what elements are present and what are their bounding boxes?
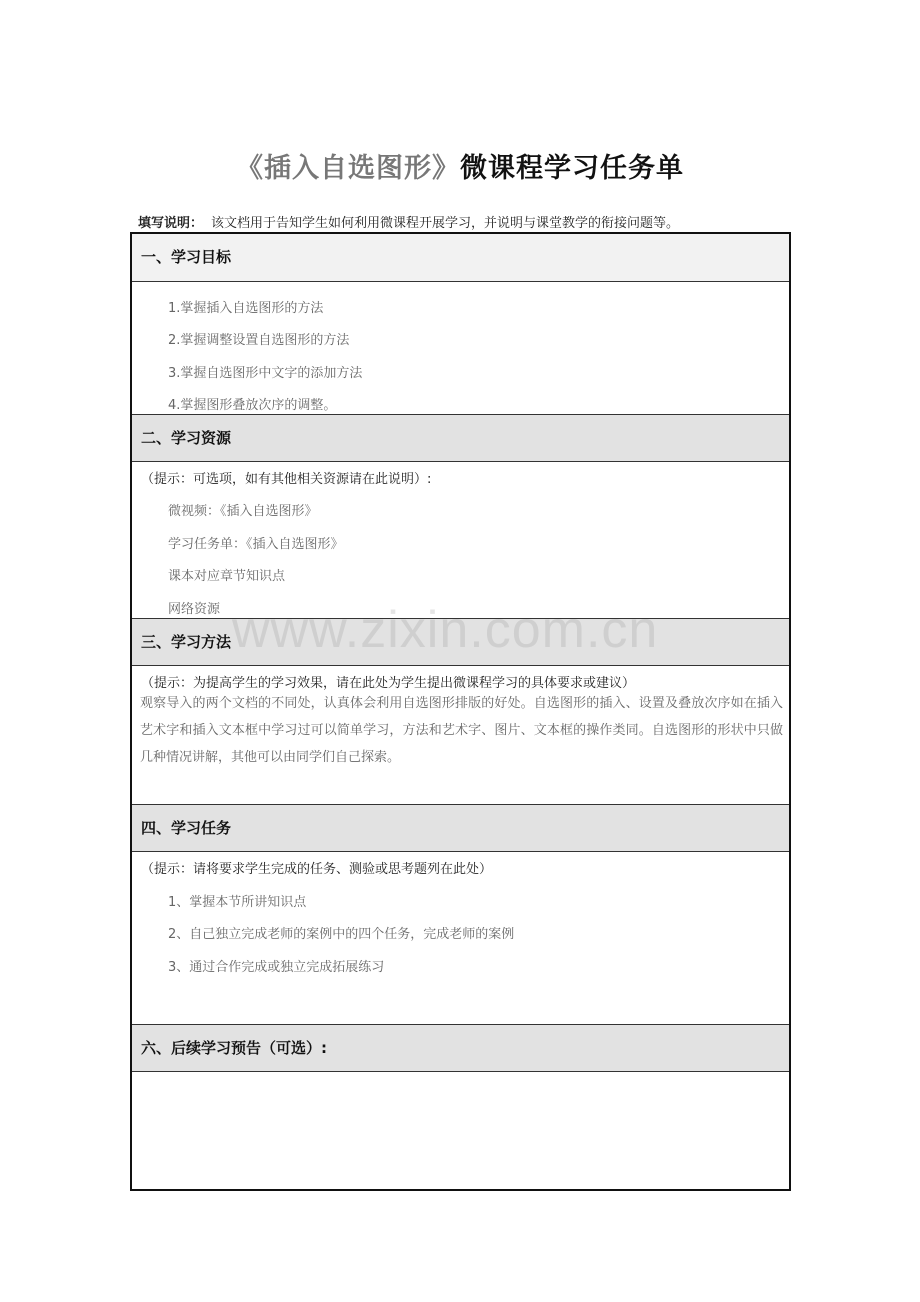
watermark: www.zixin.com.cn [232,601,659,659]
fill-instructions-text: 该文档用于告知学生如何利用微课程开展学习，并说明与课堂教学的衔接问题等。 [211,216,680,231]
section-methods-heading: 三、学习方法 [132,618,789,666]
fill-instructions-label: 填写说明： [138,216,204,231]
page-title [0,146,920,185]
fill-instructions [138,212,679,231]
methods-paragraph: 观察导入的两个文档的不同处，认真体会利用自选图形排版的好处。自选图形的插入、设置及叠放次序如在插入艺术字和插入文本框中学习过可以简单学习，方法和艺术字、图片、文本框的操作类同。自选图形的形状中只做几种情况讲解，其他可以由同学们自己探索。 [140,696,783,765]
resources-hint: （提示：可选项，如有其他相关资源请在此说明）: [141,472,432,487]
goal-item: 1.掌握插入自选图形的方法 [168,301,324,316]
section-resources-heading: 二、学习资源 [132,414,789,462]
section-preview-heading: 六、后续学习预告（可选）: [132,1024,789,1072]
task-item: 1、掌握本节所讲知识点 [168,895,307,910]
methods-hint: （提示：为提高学生的学习效果，请在此处为学生提出微课程学习的具体要求或建议） [141,676,636,691]
section-methods-body [132,666,789,804]
tasks-hint: （提示：请将要求学生完成的任务、测验或思考题列在此处） [141,862,493,877]
resource-item: 学习任务单：《插入自选图形》 [168,537,344,552]
section-resources-body [132,462,789,618]
title-doc-type: 微课程学习任务单 [460,153,684,184]
task-sheet-table [130,232,791,1191]
goal-item: 4.掌握图形叠放次序的调整。 [168,398,337,413]
section-tasks-body [132,852,789,1024]
section-goals-body [132,282,789,414]
task-item: 3、通过合作完成或独立完成拓展练习 [168,960,385,975]
resource-item: 网络资源 [168,602,221,617]
section-preview-body [132,1072,789,1189]
section-tasks-heading: 四、学习任务 [132,804,789,852]
goal-item: 2.掌握调整设置自选图形的方法 [168,333,350,348]
title-course-name: 《插入自选图形》 [236,153,460,184]
resource-item: 微视频：《插入自选图形》 [168,504,318,519]
resource-item: 课本对应章节知识点 [168,569,286,584]
section-goals-heading: 一、学习目标 [132,234,789,282]
goal-item: 3.掌握自选图形中文字的添加方法 [168,366,363,381]
task-item: 2、自己独立完成老师的案例中的四个任务，完成老师的案例 [168,927,515,942]
